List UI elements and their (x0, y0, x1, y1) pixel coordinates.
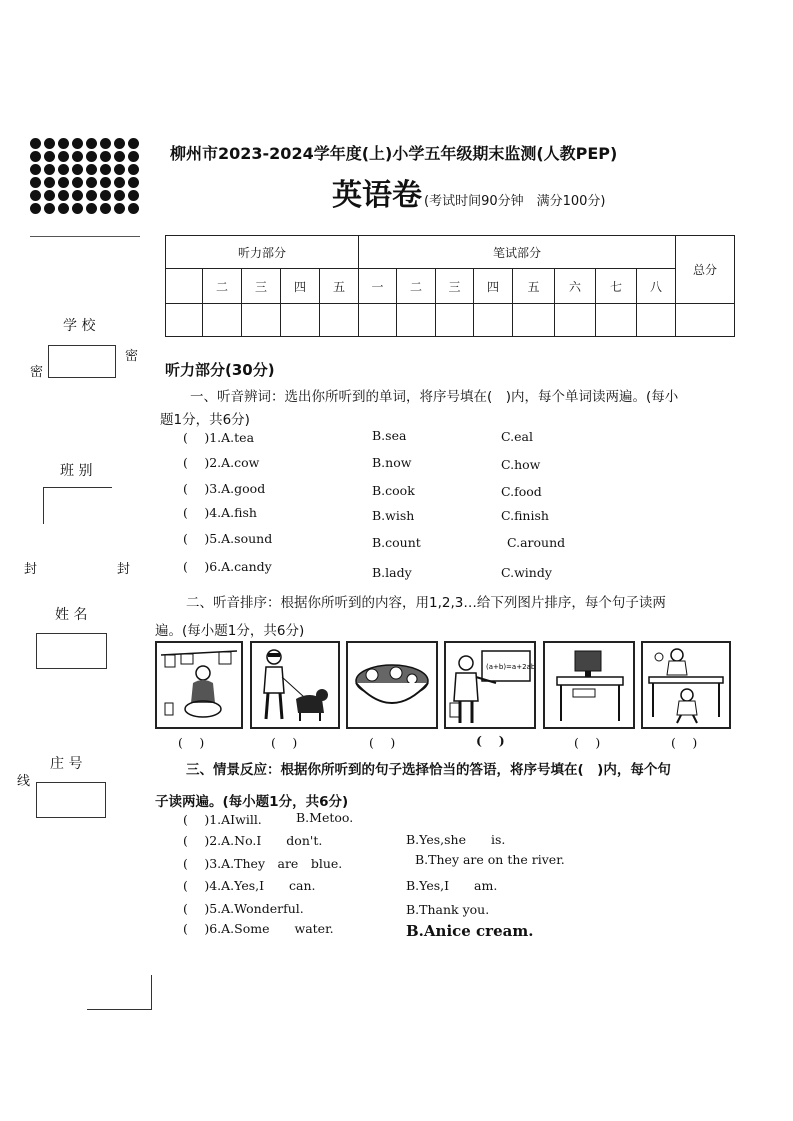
dot (100, 190, 111, 201)
score-cell[interactable] (555, 304, 596, 337)
class-field[interactable] (43, 487, 112, 524)
dot (100, 151, 111, 162)
teacher-icon (446, 643, 534, 727)
question-option: C.finish (501, 508, 549, 523)
seal-mark: 线 (17, 774, 31, 789)
col-label: 五 (320, 269, 359, 304)
dot (58, 138, 69, 149)
question-option: C.around (507, 535, 566, 550)
question-option: B.Yes,she is. (406, 832, 506, 847)
dot (128, 177, 139, 188)
score-cell[interactable] (474, 304, 513, 337)
svg-text:(a+b)=a+2ab: (a+b)=a+2ab (486, 663, 534, 671)
question-option: ( )6.A.Some water. (183, 921, 334, 936)
listening-header: 听力部分 (166, 236, 359, 269)
dot (114, 138, 125, 149)
question-option: B.count (372, 535, 421, 550)
dot (72, 138, 83, 149)
dot (72, 177, 83, 188)
question-option: B.Anice cream. (406, 922, 534, 940)
dot (44, 151, 55, 162)
dot (114, 164, 125, 175)
part2-instruction: 二、听音排序：根据你所听到的内容，用1,2,3…给下列图片排序，每个句子读两 (186, 595, 666, 611)
dot (114, 203, 125, 214)
score-cell[interactable] (513, 304, 555, 337)
dot (128, 138, 139, 149)
dot (44, 138, 55, 149)
subject-name: 英语卷 (332, 178, 422, 213)
dot (86, 164, 97, 175)
name-label: 姓 名 (55, 607, 88, 623)
school-field[interactable] (48, 345, 116, 378)
dot (86, 138, 97, 149)
dot (114, 190, 125, 201)
col-label: 三 (242, 269, 281, 304)
score-cell[interactable] (676, 304, 735, 337)
picture-teacher-at-board (444, 641, 536, 729)
question-option: ( )1.A.tea (183, 430, 255, 445)
total-header: 总分 (676, 236, 735, 304)
score-cell[interactable] (596, 304, 637, 337)
dot (72, 164, 83, 175)
question-option: B.sea (372, 428, 407, 443)
dot (30, 164, 41, 175)
question-option: ( )6.A.candy (183, 559, 272, 574)
question-option: B.Yes,I am. (406, 878, 498, 893)
exam-time-note: (考试时间90分钟 满分100分) (424, 194, 606, 209)
score-cell[interactable] (203, 304, 242, 337)
dot (58, 164, 69, 175)
question-option: ( )4.A.Yes,I can. (183, 878, 316, 893)
question-option: C.food (501, 484, 542, 499)
question-option: C.windy (501, 565, 552, 580)
question-option: B.They are on the river. (415, 852, 565, 867)
dot (100, 177, 111, 188)
dot (128, 190, 139, 201)
part1-instruction: 一、听音辨词：选出你所听到的单词，将序号填在( )内，每个单词读两遍。(每小 (190, 389, 679, 405)
score-cell[interactable] (242, 304, 281, 337)
dot (58, 190, 69, 201)
dot (72, 203, 83, 214)
exam-title: 柳州市2023-2024学年度(上)小学五年级期末监测(人教PEP) (170, 144, 618, 163)
walking-dog-icon (252, 643, 338, 727)
seal-mark: 封 (24, 562, 38, 577)
part3-instruction: 三、情景反应：根据你所听到的句子选择恰当的答语，将序号填在( )内，每个句 (186, 762, 671, 778)
score-cell[interactable] (320, 304, 359, 337)
answer-bracket[interactable]: ( ) (574, 735, 601, 750)
answer-bracket[interactable]: ( ) (671, 735, 698, 750)
picture-bowl-of-food (346, 641, 438, 729)
question-option: B.lady (372, 565, 412, 580)
score-cell[interactable] (281, 304, 320, 337)
dot (114, 151, 125, 162)
dot (30, 190, 41, 201)
dot (44, 177, 55, 188)
dot (128, 151, 139, 162)
score-cell[interactable] (397, 304, 436, 337)
dot (58, 177, 69, 188)
question-option: ( )5.A.sound (183, 531, 273, 546)
col-label: 三 (436, 269, 474, 304)
dot (128, 164, 139, 175)
computer-icon (545, 643, 633, 727)
dot (30, 138, 41, 149)
col-label: 四 (474, 269, 513, 304)
dot (128, 203, 139, 214)
dot (30, 203, 41, 214)
dot (100, 203, 111, 214)
col-label: 二 (203, 269, 242, 304)
picture-washing-clothes (155, 641, 243, 729)
question-option: B.wish (372, 508, 415, 523)
question-option: ( )2.A.No.I don't. (183, 833, 323, 848)
corner-field (87, 975, 152, 1010)
dot (114, 177, 125, 188)
writing-header: 笔试部分 (359, 236, 676, 269)
col-label: 一 (359, 269, 397, 304)
dot (72, 151, 83, 162)
score-table (165, 235, 735, 337)
dot (58, 151, 69, 162)
question-option: ( )2.A.cow (183, 455, 260, 470)
score-cell[interactable] (436, 304, 474, 337)
exam-subject-title (332, 170, 606, 214)
dot (72, 190, 83, 201)
class-label: 班 别 (60, 463, 93, 479)
seal-mark: 密 (30, 365, 44, 380)
col-label: 六 (555, 269, 596, 304)
seal-mark: 封 (117, 562, 131, 577)
school-label: 学 校 (63, 318, 96, 334)
answer-bracket[interactable]: ( ) (271, 735, 298, 750)
part2-instruction-cont: 遍。(每小题1分，共6分) (155, 623, 305, 639)
question-option: ( )4.A.fish (183, 505, 257, 520)
score-cell[interactable] (637, 304, 676, 337)
dot (86, 151, 97, 162)
picture-computer-desk (543, 641, 635, 729)
question-option: ( )3.A.They are blue. (183, 856, 343, 871)
dot (44, 164, 55, 175)
question-option: B.Thank you. (406, 902, 490, 917)
name-field[interactable] (36, 633, 107, 669)
question-option: ( )3.A.good (183, 481, 266, 496)
picture-walking-dog (250, 641, 340, 729)
col-label (166, 269, 203, 304)
dot (86, 177, 97, 188)
washing-clothes-icon (157, 643, 241, 727)
dot (44, 190, 55, 201)
dot (58, 203, 69, 214)
listening-section-title: 听力部分(30分) (165, 361, 275, 379)
ping-pong-icon (643, 643, 729, 727)
dot (86, 190, 97, 201)
answer-bracket[interactable]: ( ) (178, 735, 205, 750)
answer-bracket[interactable]: ( ) (369, 735, 396, 750)
col-label: 八 (637, 269, 676, 304)
seat-label: 庄 号 (50, 756, 83, 772)
question-option: B.now (372, 455, 412, 470)
dot (30, 151, 41, 162)
part1-instruction-cont: 题1分，共6分) (160, 412, 250, 428)
seat-field[interactable] (36, 782, 106, 818)
col-label: 二 (397, 269, 436, 304)
col-label: 七 (596, 269, 637, 304)
col-label: 五 (513, 269, 555, 304)
food-bowl-icon (348, 643, 436, 727)
col-label: 四 (281, 269, 320, 304)
dot (100, 164, 111, 175)
divider (30, 228, 140, 237)
question-option: ( )1.AIwill. (183, 812, 262, 827)
score-cell[interactable] (166, 304, 203, 337)
dot (30, 177, 41, 188)
picture-ping-pong (641, 641, 731, 729)
question-option: ( )5.A.Wonderful. (183, 901, 304, 916)
question-option: C.eal (501, 429, 533, 444)
score-cell[interactable] (359, 304, 397, 337)
dot (44, 203, 55, 214)
seal-mark: 密 (125, 349, 139, 364)
dot (100, 138, 111, 149)
question-option: B.Metoo. (296, 810, 354, 825)
answer-bracket[interactable]: ( ) (476, 733, 505, 748)
question-option: B.cook (372, 483, 415, 498)
dot (86, 203, 97, 214)
part3-instruction-cont: 子读两遍。(每小题1分，共6分) (155, 794, 349, 810)
decorative-dot-grid (30, 138, 142, 214)
question-option: C.how (501, 457, 541, 472)
